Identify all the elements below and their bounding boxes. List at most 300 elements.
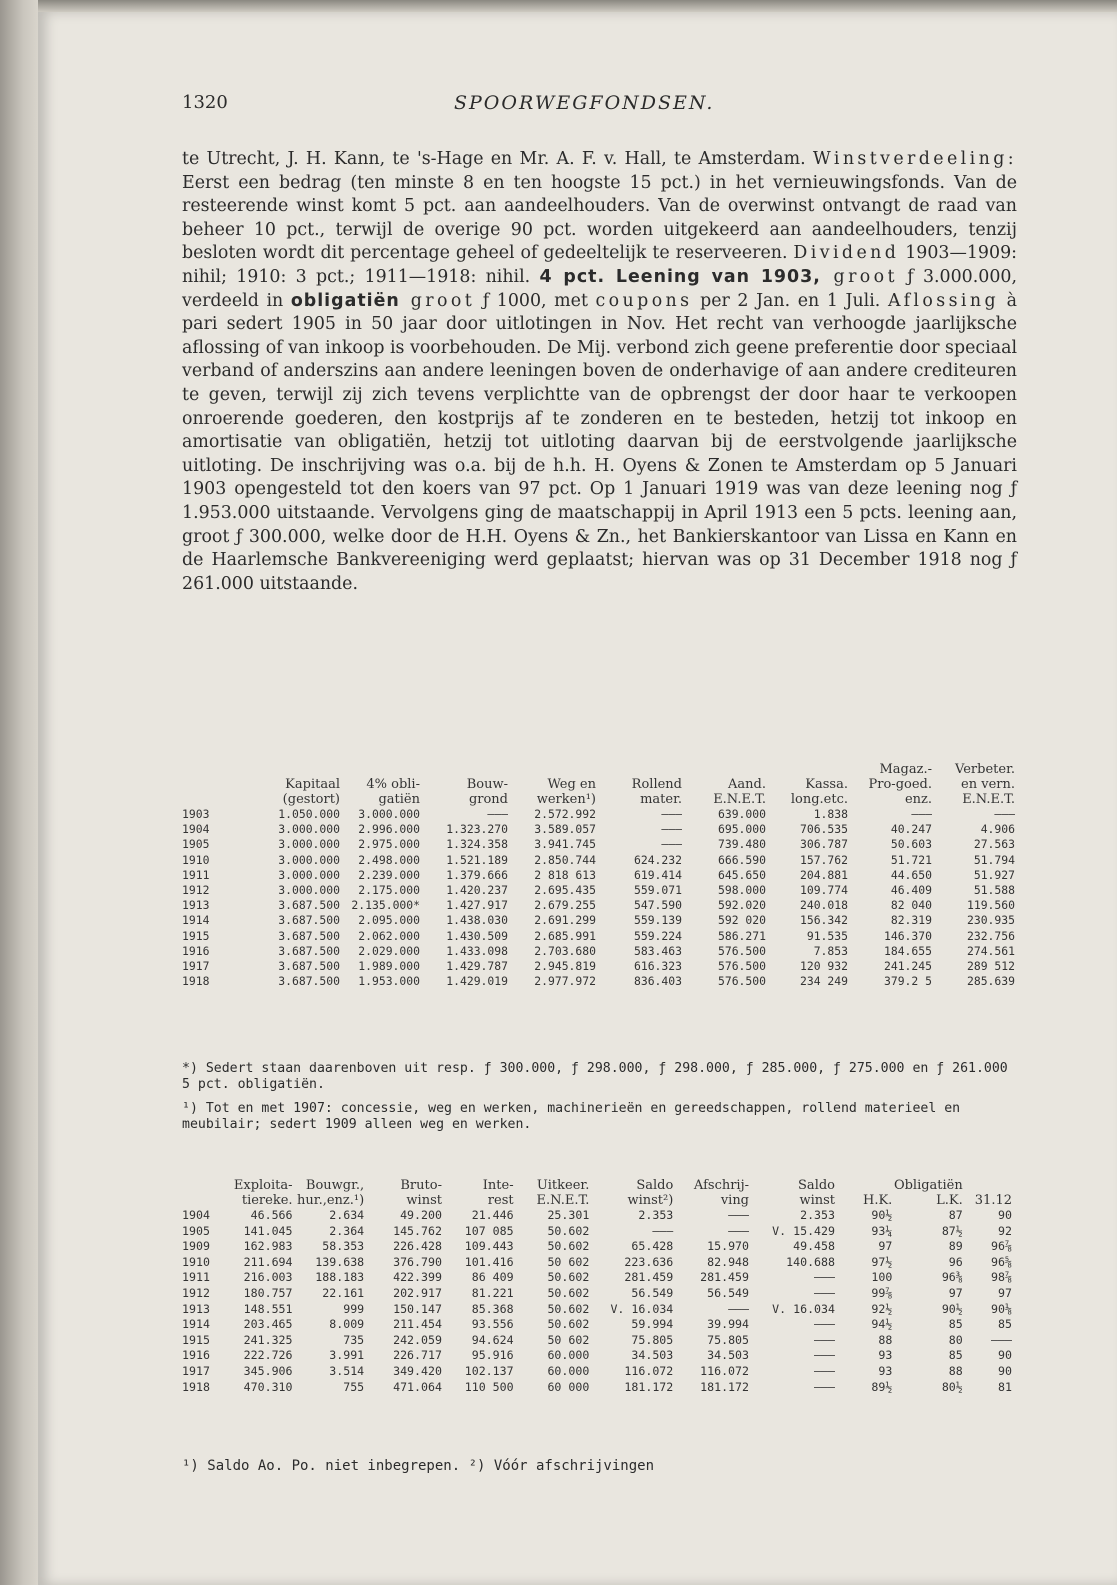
value-cell: 51.588 — [973, 883, 1015, 898]
balance-header-cell — [182, 792, 234, 807]
value-cell: 85.368 — [471, 1301, 514, 1316]
table-footnote: ¹) Saldo Ao. Po. niet inbegrepen. ²) Vóór afschrijvingen — [182, 1458, 655, 1474]
year-cell: 1905 — [182, 837, 210, 852]
page-header — [182, 92, 1017, 118]
value-cell: 226.428 — [393, 1239, 442, 1254]
results-header-cell: Afschrij- — [693, 1178, 750, 1193]
value-cell: 188.183 — [315, 1270, 365, 1285]
year-cell: 1916 — [182, 1348, 210, 1363]
value-cell: 101.416 — [464, 1254, 514, 1269]
value-cell: 96⅞ — [991, 1239, 1012, 1254]
value-cell: 90½ — [941, 1301, 963, 1316]
year-cell: 1910 — [182, 1254, 210, 1269]
value-cell: V. 16.034 — [772, 1301, 835, 1316]
year-cell: 1916 — [182, 943, 210, 958]
text-p1: te Utrecht, J. H. Kann, te 's-Hage en Mr. A. F. v. Hall, te Amsterdam. — [182, 149, 806, 169]
value-cell: 98⅞ — [991, 1270, 1012, 1285]
results-header-cell: E.N.E.T. — [536, 1193, 590, 1208]
value-cell: 2.353 — [638, 1208, 674, 1222]
value-cell: 95.916 — [471, 1348, 514, 1363]
value-cell: 2.029.000 — [358, 943, 420, 958]
value-cell: 96⅝ — [991, 1254, 1012, 1269]
balance-table-row — [182, 807, 1015, 822]
value-cell: 157.762 — [799, 852, 848, 867]
value-cell: 1.429.787 — [446, 959, 508, 974]
value-cell: 2.175.000 — [358, 883, 420, 898]
value-cell: ——— — [661, 807, 682, 821]
value-cell: 51.721 — [890, 852, 932, 867]
value-cell: 180.757 — [243, 1285, 293, 1300]
value-cell: 60.000 — [547, 1363, 590, 1378]
results-table-row — [182, 1208, 1012, 1224]
value-cell: 576.500 — [717, 974, 766, 989]
value-cell: 2.685.991 — [534, 928, 596, 943]
value-cell: 109.774 — [799, 883, 848, 898]
balance-header-cell — [234, 762, 340, 777]
balance-header-cell: E.N.E.T. — [962, 792, 1015, 807]
value-cell: 34.503 — [631, 1348, 674, 1363]
value-cell: 96 — [948, 1254, 963, 1269]
year-cell: 1917 — [182, 1363, 210, 1378]
balance-header-cell — [182, 777, 234, 792]
balance-header-cell: Kapitaal — [285, 777, 340, 792]
value-cell: 86 409 — [471, 1270, 514, 1285]
year-cell: 1913 — [182, 898, 210, 913]
balance-header-cell: werken¹) — [536, 792, 596, 807]
value-cell: ——— — [991, 1332, 1012, 1347]
value-cell: 80 — [948, 1332, 963, 1347]
balance-table-row — [182, 944, 1015, 959]
value-cell: 181.172 — [700, 1379, 750, 1394]
value-cell: 2.977.972 — [534, 974, 596, 989]
value-cell: 3.687.500 — [278, 928, 340, 943]
value-cell: 85 — [998, 1317, 1012, 1332]
value-cell: 22.161 — [322, 1285, 365, 1300]
value-cell: 4.906 — [980, 822, 1015, 837]
balance-table-row — [182, 853, 1015, 868]
value-cell: 2.353 — [800, 1208, 835, 1222]
value-cell: 58.353 — [322, 1239, 365, 1254]
value-cell: 234 249 — [799, 974, 848, 989]
value-cell: 94½ — [871, 1317, 893, 1332]
value-cell: 1.838 — [813, 807, 848, 821]
results-header-cell: Exploita- — [233, 1178, 293, 1193]
label-aflossing: Aflossing — [887, 290, 1000, 311]
value-cell: 3.000.000 — [278, 837, 340, 852]
value-cell: 145.762 — [393, 1223, 442, 1238]
year-cell: 1915 — [182, 928, 210, 943]
value-cell: 422.399 — [393, 1270, 442, 1285]
balance-header-cell: gatiën — [378, 792, 420, 807]
value-cell: 65.428 — [631, 1239, 674, 1254]
value-cell: 50.602 — [547, 1223, 590, 1238]
value-cell: 141.045 — [243, 1223, 293, 1238]
value-cell: 576.500 — [717, 959, 766, 974]
balance-table-row — [182, 883, 1015, 898]
label-coupons: coupons — [595, 290, 693, 311]
value-cell: 87½ — [941, 1223, 963, 1238]
value-cell: 1.429.019 — [446, 974, 508, 989]
balance-header-cell: enz. — [904, 792, 932, 807]
value-cell: 90 — [998, 1363, 1012, 1378]
value-cell: ——— — [652, 1223, 674, 1238]
value-cell: 96⅜ — [941, 1270, 963, 1285]
note-star: *) Sedert staan daarenboven uit resp. ƒ 300.000, ƒ 298.000, ƒ 298.000, ƒ 285.000, ƒ 275.000 en ƒ 261.000 5 pct. obligatiën. — [182, 1061, 1008, 1092]
value-cell: 1.521.189 — [446, 852, 508, 867]
value-cell: 140.688 — [786, 1254, 835, 1269]
value-cell: 21.446 — [471, 1208, 514, 1222]
value-cell: 85 — [948, 1348, 963, 1363]
year-cell: 1911 — [182, 867, 210, 882]
text-p3: 1903—1909: nihil; 1910: 3 pct.; 1911—1918: nihil. — [182, 243, 1017, 287]
value-cell: 50.602 — [547, 1270, 590, 1285]
value-cell: 109.443 — [464, 1239, 514, 1254]
value-cell: 349.420 — [393, 1363, 442, 1378]
value-cell: 3.000.000 — [358, 807, 420, 821]
results-header-cell: Saldo — [636, 1178, 674, 1193]
value-cell: 624.232 — [633, 852, 682, 867]
balance-table-row — [182, 898, 1015, 913]
results-table-body — [182, 1208, 1012, 1395]
balance-header-cell — [682, 762, 766, 777]
year-cell: 1910 — [182, 852, 210, 867]
value-cell: 281.459 — [624, 1270, 674, 1285]
results-header-cell: H.K. — [862, 1193, 893, 1208]
value-cell: 706.535 — [799, 822, 848, 837]
value-cell: ——— — [487, 807, 508, 821]
year-cell: 1912 — [182, 883, 210, 898]
value-cell: 8.009 — [329, 1317, 365, 1332]
value-cell: 116.072 — [624, 1363, 674, 1378]
year-cell: 1914 — [182, 913, 210, 928]
value-cell: 49.458 — [793, 1239, 835, 1254]
value-cell: 3.687.500 — [278, 974, 340, 989]
value-cell: 583.463 — [633, 943, 682, 958]
results-header-cell: winst²) — [627, 1193, 674, 1208]
value-cell: 274.561 — [966, 943, 1015, 958]
value-cell: ——— — [814, 1285, 835, 1300]
value-cell: 116.072 — [700, 1363, 750, 1378]
value-cell: 216.003 — [243, 1270, 293, 1285]
value-cell: 44.650 — [890, 867, 932, 882]
balance-header-cell: Aand. — [728, 777, 766, 792]
value-cell: 3.000.000 — [278, 883, 340, 898]
value-cell: 3.687.500 — [278, 898, 340, 913]
value-cell: 241.325 — [243, 1332, 293, 1347]
value-cell: 592 020 — [717, 913, 766, 928]
year-cell: 1911 — [182, 1270, 210, 1285]
value-cell: 592.020 — [717, 898, 766, 913]
balance-table-body — [182, 807, 1015, 989]
value-cell: 2.364 — [329, 1223, 365, 1238]
value-cell: 242.059 — [393, 1332, 442, 1347]
value-cell: 51.927 — [973, 867, 1015, 882]
value-cell: 90 — [998, 1208, 1012, 1222]
balance-header-cell: en vern. — [961, 777, 1015, 792]
value-cell: ——— — [661, 822, 682, 837]
value-cell: 82.948 — [707, 1254, 750, 1269]
label-groot-2: groot — [399, 290, 476, 311]
value-cell: 3.000.000 — [278, 852, 340, 867]
value-cell: 2.239.000 — [358, 867, 420, 882]
value-cell: ——— — [911, 807, 932, 821]
label-obligatien: obligatiën — [290, 290, 400, 311]
value-cell: 739.480 — [717, 837, 766, 852]
value-cell: 586.271 — [717, 928, 766, 943]
value-cell: 150.147 — [393, 1301, 442, 1316]
value-cell: 2.695.435 — [534, 883, 596, 898]
running-head: SPOORWEGFONDSEN. — [454, 92, 715, 114]
year-cell: 1917 — [182, 959, 210, 974]
results-header-cell: hur.,enz.¹) — [297, 1193, 365, 1208]
value-cell: ——— — [814, 1379, 835, 1394]
value-cell: 110 500 — [464, 1379, 514, 1394]
value-cell: 2.679.255 — [534, 898, 596, 913]
value-cell: 379.2 5 — [883, 974, 932, 989]
balance-header-cell: Verbeter. — [955, 762, 1015, 777]
results-header-cell — [835, 1178, 892, 1193]
value-cell: 211.454 — [393, 1317, 442, 1332]
value-cell: 81.221 — [471, 1285, 514, 1300]
value-cell: 60 000 — [547, 1379, 590, 1394]
value-cell: 2.703.680 — [534, 943, 596, 958]
value-cell: 102.137 — [464, 1363, 514, 1378]
balance-table-row — [182, 913, 1015, 928]
results-table-row — [182, 1348, 1012, 1364]
results-header-cell: Inte- — [482, 1178, 514, 1193]
value-cell: 3.941.745 — [534, 837, 596, 852]
results-header-cell: ving — [720, 1193, 750, 1208]
results-header-cell — [182, 1193, 221, 1208]
results-table-row — [182, 1333, 1012, 1349]
year-cell: 1904 — [182, 1208, 210, 1222]
value-cell: 999 — [343, 1301, 365, 1316]
results-header-cell: Obligatiën — [893, 1178, 963, 1193]
value-cell: 39.994 — [707, 1317, 750, 1332]
value-cell: 836.403 — [633, 974, 682, 989]
value-cell: 2.975.000 — [358, 837, 420, 852]
value-cell: 97½ — [871, 1254, 893, 1269]
value-cell: 97 — [878, 1239, 893, 1254]
year-cell: 1912 — [182, 1285, 210, 1300]
value-cell: 2.634 — [329, 1208, 365, 1222]
results-table-row — [182, 1270, 1012, 1286]
page-number: 1320 — [182, 92, 228, 113]
value-cell: 59.994 — [631, 1317, 674, 1332]
value-cell: 1.438.030 — [446, 913, 508, 928]
value-cell: 97 — [998, 1285, 1012, 1300]
value-cell: 82.319 — [890, 913, 932, 928]
value-cell: 50.602 — [547, 1301, 590, 1316]
value-cell: ——— — [994, 807, 1015, 821]
value-cell: 50.602 — [547, 1239, 590, 1254]
value-cell: 82 040 — [890, 898, 932, 913]
value-cell: 289 512 — [966, 959, 1015, 974]
balance-header-cell: E.N.E.T. — [713, 792, 766, 807]
value-cell: 345.906 — [243, 1363, 293, 1378]
value-cell: 90½ — [871, 1208, 893, 1222]
value-cell: 202.917 — [393, 1285, 442, 1300]
value-cell: 162.983 — [243, 1239, 293, 1254]
value-cell: 92 — [998, 1223, 1012, 1238]
results-table-row — [182, 1380, 1012, 1396]
value-cell: 2.498.000 — [358, 852, 420, 867]
value-cell: 56.549 — [707, 1285, 750, 1300]
value-cell: 240.018 — [799, 898, 848, 913]
results-header-cell: tiereke. — [241, 1193, 293, 1208]
value-cell: 60.000 — [547, 1348, 590, 1363]
value-cell: ——— — [661, 837, 682, 852]
label-leening: 4 pct. Leening van 1903, — [539, 266, 821, 287]
value-cell: 2.572.992 — [534, 807, 596, 821]
year-cell: 1904 — [182, 822, 210, 837]
year-cell: 1914 — [182, 1317, 210, 1332]
value-cell: 93.556 — [471, 1317, 514, 1332]
value-cell: 99⅞ — [871, 1285, 893, 1300]
value-cell: 226.717 — [393, 1348, 442, 1363]
value-cell: 56.549 — [631, 1285, 674, 1300]
value-cell: 93 — [878, 1348, 893, 1363]
results-table-row — [182, 1364, 1012, 1380]
value-cell: 139.638 — [315, 1254, 365, 1269]
value-cell: 148.551 — [243, 1301, 293, 1316]
value-cell: 91.535 — [806, 928, 848, 943]
value-cell: 695.000 — [717, 822, 766, 837]
value-cell: 92½ — [871, 1301, 893, 1316]
value-cell: 306.787 — [799, 837, 848, 852]
year-cell: 1903 — [182, 807, 210, 821]
value-cell: 3.687.500 — [278, 959, 340, 974]
value-cell: 471.064 — [393, 1379, 442, 1394]
results-table-row — [182, 1239, 1012, 1255]
value-cell: 2.945.819 — [534, 959, 596, 974]
results-header-cell — [963, 1178, 1012, 1193]
balance-table-header-row-3 — [182, 792, 1015, 807]
value-cell: 120 932 — [799, 959, 848, 974]
text-p5: ƒ 1000, met — [475, 290, 596, 311]
results-header-cell: Uitkeer. — [536, 1178, 590, 1193]
value-cell: 281.459 — [700, 1270, 750, 1285]
balance-header-cell: Pro-goed. — [868, 777, 932, 792]
value-cell: 645.650 — [717, 867, 766, 882]
results-table-row — [182, 1255, 1012, 1271]
results-table-row — [182, 1317, 1012, 1333]
value-cell: 81 — [998, 1379, 1012, 1394]
value-cell: 3.000.000 — [278, 867, 340, 882]
value-cell: 156.342 — [799, 913, 848, 928]
balance-header-cell — [596, 762, 682, 777]
value-cell: 616.323 — [633, 959, 682, 974]
results-table-row — [182, 1224, 1012, 1240]
value-cell: 376.790 — [393, 1254, 442, 1269]
value-cell: 75.805 — [707, 1332, 750, 1347]
year-cell: 1905 — [182, 1223, 210, 1238]
value-cell: 184.655 — [883, 943, 932, 958]
value-cell: ——— — [728, 1223, 750, 1238]
value-cell: 3.514 — [329, 1363, 365, 1378]
results-header-cell — [182, 1178, 221, 1193]
value-cell: 100 — [871, 1270, 893, 1285]
year-cell: 1918 — [182, 1379, 210, 1394]
text-p7: à pari sedert 1905 in 50 jaar door uitlotingen in Nov. Het recht van verhoogde jaarlijksche aflossing of van inkoop is voorbehouden. De Mij. verbond zich geene preferentie door speciaal verband of anderszins aan andere leeningen boven de onderhavige of aan andere crediteuren te geven, terwijl zij zich tevens verplichtte van de opbrengst der door haar te verkoopen onroerende goederen, den kostprijs af te zonderen en te besteden, hetzij tot inkoop en amortisatie van obligatiën, hetzij tot uitloting daarvan bij de eerstvolgende jaarlijksche uitloting. De inschrijving was o.a. bij de h.h. H. Oyens & Zonen te Amsterdam op 5 Januari 1903 opengesteld tot den koers van 97 pct. Op 1 Januari 1919 was van deze leening nog ƒ 1.953.000 uitstaande. Vervolgens ging de maatschappij in April 1913 een 5 pcts. leening aan, groot ƒ 300.000, welke door de H.H. Oyens & Zn., het Bankierskantoor van Lissa en Kann en de Haarlemsche Bankvereeniging werd geplaatst; hiervan was op 31 December 1918 nog ƒ 261.000 uitstaande. — [182, 290, 1017, 594]
balance-table-header-row-2 — [182, 777, 1015, 792]
note-one: ¹) Tot en met 1907: concessie, weg en werken, machinerieën en gereedschappen, rollend materieel en meubilair; sedert 1909 alleen weg en werken. — [182, 1101, 961, 1132]
value-cell: 559.139 — [633, 913, 682, 928]
value-cell: 93 — [878, 1363, 893, 1378]
value-cell: 559.071 — [633, 883, 682, 898]
value-cell: 598.000 — [717, 883, 766, 898]
value-cell: 3.589.057 — [534, 822, 596, 837]
value-cell: 1.430.509 — [446, 928, 508, 943]
text-p4: ƒ 3.000.000, verdeeld in — [182, 266, 1017, 311]
results-header-cell: L.K. — [936, 1193, 963, 1208]
balance-table-header-row-1 — [182, 762, 1015, 777]
value-cell: ——— — [728, 1301, 750, 1316]
balance-header-cell: Rollend — [631, 777, 682, 792]
value-cell: 1.050.000 — [278, 807, 340, 821]
balance-header-cell — [420, 762, 508, 777]
value-cell: 50 602 — [547, 1332, 590, 1347]
value-cell: 85 — [948, 1317, 963, 1332]
results-header-cell: winst — [406, 1193, 442, 1208]
value-cell: 1.324.358 — [446, 837, 508, 852]
value-cell: 559.224 — [633, 928, 682, 943]
label-dividend: Dividend — [793, 243, 900, 264]
label-groot-1: groot — [820, 266, 898, 287]
balance-header-cell: 4% obli- — [366, 777, 420, 792]
value-cell: 25.301 — [547, 1208, 590, 1222]
value-cell: 93¼ — [871, 1223, 893, 1238]
book-binding-edge — [0, 0, 38, 1585]
value-cell: 2.850.744 — [534, 852, 596, 867]
text-p2: Eerst een bedrag (ten minste 8 en ten hoogste 15 pct.) in het vernieuwingsfonds. Van de resteerende winst komt 5 pct. aan aandeelhouders. Van de overwinst ontvangt de raad van beheer 10 pct., terwijl de overige 90 pct. worden uitgekeerd aan aandeelhouders, tenzij besloten wordt dit percentage geheel of gedeeltelijk te reserveeren. — [182, 172, 1017, 264]
value-cell: 2.135.000* — [351, 898, 420, 913]
value-cell: 7.853 — [813, 943, 848, 958]
value-cell: 222.726 — [243, 1348, 293, 1363]
results-table-row — [182, 1286, 1012, 1302]
results-table — [182, 1178, 1012, 1395]
value-cell: 15.970 — [707, 1239, 750, 1254]
value-cell: V. 16.034 — [610, 1301, 674, 1316]
balance-table-row — [182, 929, 1015, 944]
value-cell: 46.409 — [890, 883, 932, 898]
value-cell: 50 602 — [547, 1254, 590, 1269]
results-table-row — [182, 1302, 1012, 1318]
value-cell: 119.560 — [966, 898, 1015, 913]
body-paragraph — [182, 148, 1017, 596]
balance-header-cell: long.etc. — [790, 792, 848, 807]
results-header-cell: Bruto- — [400, 1178, 442, 1193]
value-cell: ——— — [814, 1363, 835, 1378]
balance-header-cell: grond — [468, 792, 508, 807]
value-cell: 97 — [948, 1285, 963, 1300]
value-cell: 576.500 — [717, 943, 766, 958]
year-cell: 1918 — [182, 974, 210, 989]
value-cell: 181.172 — [624, 1379, 674, 1394]
value-cell: 639.000 — [717, 807, 766, 821]
value-cell: 2.996.000 — [358, 822, 420, 837]
value-cell: 470.310 — [243, 1379, 293, 1394]
balance-table-row — [182, 959, 1015, 974]
balance-header-cell — [508, 762, 596, 777]
value-cell: 2.095.000 — [358, 913, 420, 928]
year-cell: 1913 — [182, 1301, 210, 1316]
value-cell: 90⅛ — [991, 1301, 1012, 1316]
value-cell: 230.935 — [966, 913, 1015, 928]
value-cell: 107 085 — [464, 1223, 514, 1238]
value-cell: 87 — [948, 1208, 963, 1222]
value-cell: 1.989.000 — [358, 959, 420, 974]
